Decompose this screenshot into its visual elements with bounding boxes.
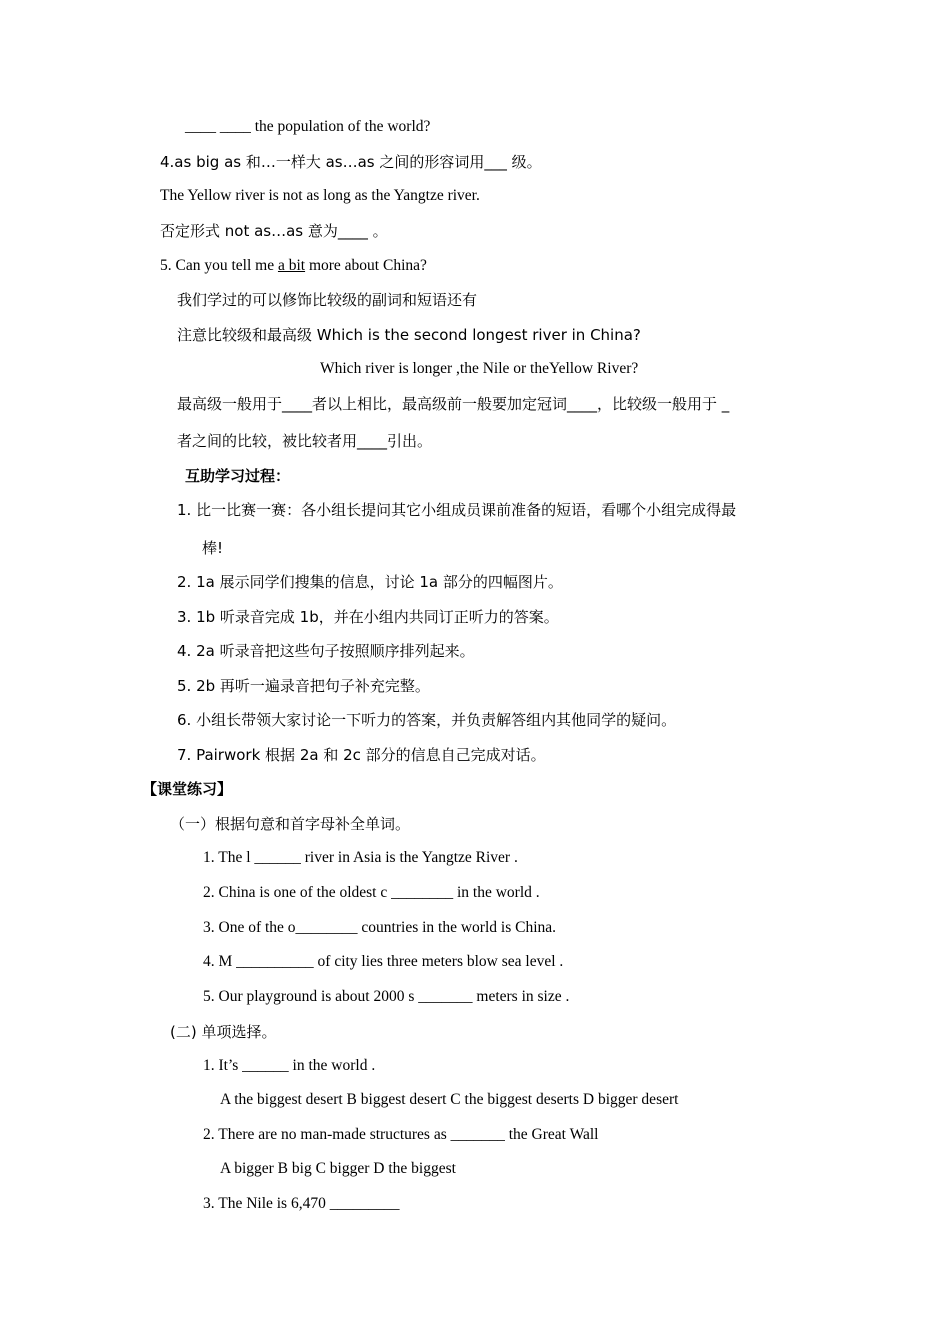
line-population-question: ____ ____ the population of the world? <box>185 118 431 135</box>
exercise-part-2-heading: (二) 单项选择。 <box>170 1023 277 1041</box>
line-yellow-river-example: The Yellow river is not as long as the Yangtze river. <box>160 187 480 204</box>
exercise-1-item-4: 4. M __________ of city lies three meters blow sea level . <box>203 953 564 970</box>
step-5-2b: 5. 2b 再听一遍录音把句子补充完整。 <box>177 677 430 695</box>
line-nile-yellow-question: Which river is longer ,the Nile or theYellow River? <box>320 360 639 377</box>
step-3-1b: 3. 1b 听录音完成 1b，并在小组内共同订正听力的答案。 <box>177 608 559 626</box>
step-1-continued: 棒! <box>202 539 224 557</box>
line-modifiers-note: 我们学过的可以修饰比较级的副词和短语还有 <box>177 291 478 309</box>
exercise-1-item-1: 1. The l ______ river in Asia is the Yangtze River . <box>203 849 518 866</box>
step-1-competition: 1. 比一比赛一赛：各小组长提问其它小组成员课前准备的短语，看哪个小组完成得最 <box>177 501 737 519</box>
step-7-pairwork: 7. Pairwork 根据 2a 和 2c 部分的信息自己完成对话。 <box>177 746 546 764</box>
section-heading-class-exercise: 【课堂练习】 <box>142 780 233 798</box>
line-tell-me-more-suffix: more about China? <box>305 257 427 274</box>
step-4-2a: 4. 2a 听录音把这些句子按照顺序排列起来。 <box>177 642 475 660</box>
exercise-2-item-2: 2. There are no man-made structures as _______ the Great Wall <box>203 1126 599 1143</box>
line-superlative-usage-rule: 最高级一般用于____者以上相比，最高级前一般要加定冠词____，比较级一般用于 _ <box>177 395 730 413</box>
exercise-part-1-heading: （一）根据句意和首字母补全单词。 <box>170 815 411 833</box>
line-negative-form-rule: 否定形式 not as…as 意为____ 。 <box>160 222 388 240</box>
step-6-discussion: 6. 小组长带领大家讨论一下听力的答案，并负责解答组内其他同学的疑问。 <box>177 711 677 729</box>
exercise-2-item-2-options: A bigger B big C bigger D the biggest <box>220 1160 456 1177</box>
line-comparative-superlative-note: 注意比较级和最高级 Which is the second longest river in China? <box>177 326 641 344</box>
exercise-1-item-5: 5. Our playground is about 2000 s _______ meters in size . <box>203 988 570 1005</box>
exercise-2-item-1-options: A the biggest desert B biggest desert C the biggest deserts D bigger desert <box>220 1091 679 1108</box>
step-2-1a: 2. 1a 展示同学们搜集的信息，讨论 1a 部分的四幅图片。 <box>177 573 563 591</box>
line-tell-me-more-prefix: 5. Can you tell me <box>160 257 278 274</box>
section-heading-cooperative-learning: 互助学习过程： <box>185 467 291 485</box>
line-comparison-than-rule: 者之间的比较，被比较者用____引出。 <box>177 432 433 450</box>
line-as-big-as-rule: 4.as big as 和…一样大 as…as 之间的形容词用___ 级。 <box>160 153 542 171</box>
exercise-1-item-3: 3. One of the o________ countries in the world is China. <box>203 919 557 936</box>
exercise-1-item-2: 2. China is one of the oldest c ________ in the world . <box>203 884 540 901</box>
exercise-2-item-3: 3. The Nile is 6,470 _________ <box>203 1195 400 1212</box>
line-tell-me-more-question <box>160 255 427 277</box>
underlined-a-bit: a bit <box>277 257 306 274</box>
exercise-2-item-1: 1. It’s ______ in the world . <box>203 1057 376 1074</box>
